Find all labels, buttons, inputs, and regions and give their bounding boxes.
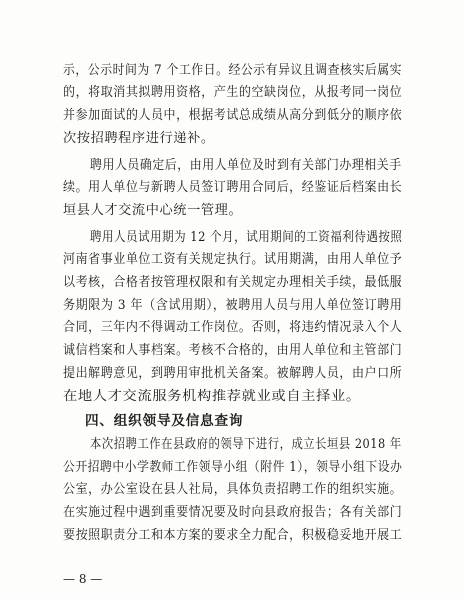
text-line: 公室，办公室设在县人社局，具体负责招聘工作的组织实施。 [63, 482, 403, 497]
text-line: 本次招聘工作在县政府的领导下进行，成立长垣县 2018 年 [90, 437, 402, 452]
text-line: 以考核，合格者按管理权限和有关规定办理相关手续，最低服 [63, 275, 403, 290]
text-line: 河南省事业单位工资有关规定执行。试用期满，由用人单位予 [63, 252, 403, 267]
text-line: 务期限为 3 年（含试用期），被聘用人员与用人单位签订聘用 [63, 298, 403, 313]
text-line: 聘用人员确定后，由用人单位及时到有关部门办理相关手 [90, 158, 402, 173]
text-line: 聘用人员试用期为 12 个月，试用期间的工资福利待遇按照 [90, 230, 403, 245]
section-heading: 四、组织领导及信息查询 [85, 413, 244, 429]
text-line: 在实施过程中遇到重要情况要及时向县政府报告；各有关部门 [63, 505, 403, 520]
page-number: — 8 — [63, 572, 103, 586]
text-line: 诚信档案和人事档案。考核不合格的，由用人单位和主管部门 [63, 343, 403, 358]
text-line: 合同，三年内不得调动工作岗位。否则，将违约情况录入个人 [63, 320, 403, 335]
text-line: 续。用人单位与新聘人员签订聘用合同后，经鉴证后档案由长 [63, 180, 403, 195]
text-line: 示，公示时间为 7 个工作日。经公示有异议且调查核实后属实 [63, 63, 403, 78]
text-line: 垣县人才交流中心统一管理。 [63, 203, 243, 218]
text-line: 要按照职责分工和本方案的要求全力配合，积极稳妥地开展工 [63, 528, 403, 543]
text-line: 并参加面试的人员中，根据考试总成绩从高分到低分的顺序依 [63, 108, 403, 123]
text-line: 在地人才交流服务机构推荐就业或自主择业。 [63, 389, 361, 404]
text-line: 公开招聘中小学教师工作领导小组（附件 1），领导小组下设办 [63, 460, 403, 475]
text-line: 提出解聘意见，到聘用审批机关备案。被解聘人员，由户口所 [63, 366, 403, 381]
text-line: 次按招聘程序进行递补。 [63, 131, 215, 146]
text-line: 的，将取消其拟聘用资格，产生的空缺岗位，从报考同一岗位 [63, 85, 403, 100]
